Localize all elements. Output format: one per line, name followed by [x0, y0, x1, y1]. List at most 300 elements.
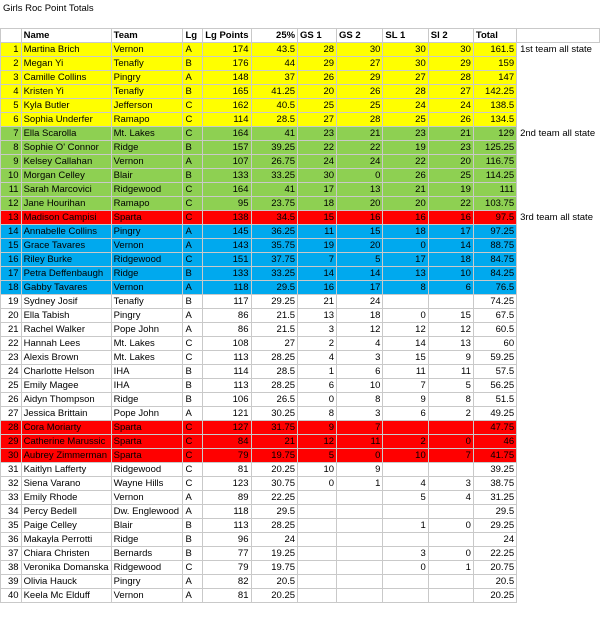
- cell-25-percent[interactable]: 26.75: [251, 155, 298, 169]
- cell-gs2[interactable]: 18: [337, 309, 383, 323]
- cell-note[interactable]: [517, 463, 600, 477]
- cell-lg-points[interactable]: 145: [203, 225, 251, 239]
- cell-sl2[interactable]: 21: [428, 127, 473, 141]
- cell-lg[interactable]: C: [183, 337, 203, 351]
- cell-team[interactable]: Mt. Lakes: [111, 351, 183, 365]
- cell-name[interactable]: Keela Mc Elduff: [21, 589, 111, 603]
- cell-lg-points[interactable]: 89: [203, 491, 251, 505]
- cell-lg[interactable]: A: [183, 281, 203, 295]
- cell-gs2[interactable]: 8: [337, 393, 383, 407]
- cell-lg-points[interactable]: 113: [203, 351, 251, 365]
- cell-25-percent[interactable]: 40.5: [251, 99, 298, 113]
- cell-sl1[interactable]: 30: [383, 43, 428, 57]
- cell-sl1[interactable]: 19: [383, 141, 428, 155]
- cell-gs1[interactable]: 9: [298, 421, 337, 435]
- cell-name[interactable]: Kristen Yi: [21, 85, 111, 99]
- cell-sl1[interactable]: 16: [383, 211, 428, 225]
- cell-gs1[interactable]: [298, 533, 337, 547]
- cell-sl2[interactable]: [428, 463, 473, 477]
- cell-team[interactable]: Tenafly: [111, 85, 183, 99]
- cell-lg[interactable]: A: [183, 225, 203, 239]
- cell-25-percent[interactable]: 37: [251, 71, 298, 85]
- cell-sl2[interactable]: 0: [428, 435, 473, 449]
- cell-name[interactable]: Siena Varano: [21, 477, 111, 491]
- header-gs2[interactable]: GS 2: [337, 29, 383, 43]
- cell-gs2[interactable]: 17: [337, 281, 383, 295]
- cell-note[interactable]: 1st team all state: [520, 44, 592, 56]
- cell-total[interactable]: 39.25: [473, 463, 516, 477]
- cell-sl2[interactable]: 10: [428, 267, 473, 281]
- cell-name[interactable]: Charlotte Helson: [21, 365, 111, 379]
- header-lg[interactable]: Lg: [183, 29, 203, 43]
- cell-lg-points[interactable]: 86: [203, 323, 251, 337]
- cell-gs1[interactable]: 12: [298, 435, 337, 449]
- cell-note[interactable]: [517, 435, 600, 449]
- cell-lg[interactable]: A: [183, 575, 203, 589]
- cell-sl1[interactable]: [383, 505, 428, 519]
- cell-team[interactable]: Tenafly: [111, 57, 183, 71]
- cell-gs2[interactable]: [337, 491, 383, 505]
- cell-lg-points[interactable]: 133: [203, 267, 251, 281]
- cell-gs2[interactable]: 10: [337, 379, 383, 393]
- cell-total[interactable]: 41.75: [473, 449, 516, 463]
- cell-gs2[interactable]: 4: [337, 337, 383, 351]
- cell-25-percent[interactable]: 28.25: [251, 379, 298, 393]
- cell-sl2[interactable]: 22: [428, 197, 473, 211]
- cell-total[interactable]: 24: [473, 533, 516, 547]
- cell-gs1[interactable]: 10: [298, 463, 337, 477]
- cell-name[interactable]: Ella Scarolla: [21, 127, 111, 141]
- cell-25-percent[interactable]: 27: [251, 337, 298, 351]
- cell-total[interactable]: 38.75: [473, 477, 516, 491]
- cell-total[interactable]: 84.25: [473, 267, 516, 281]
- cell-team[interactable]: Wayne Hills: [111, 477, 183, 491]
- cell-sl2[interactable]: [428, 589, 473, 603]
- cell-sl2[interactable]: 28: [428, 71, 473, 85]
- cell-25-percent[interactable]: 29.5: [251, 281, 298, 295]
- cell-note[interactable]: [517, 575, 600, 589]
- cell-gs1[interactable]: [298, 505, 337, 519]
- cell-25-percent[interactable]: 33.25: [251, 169, 298, 183]
- cell-lg-points[interactable]: 165: [203, 85, 251, 99]
- cell-index[interactable]: 37: [1, 547, 22, 561]
- cell-name[interactable]: Alexis Brown: [21, 351, 111, 365]
- cell-sl1[interactable]: 28: [383, 85, 428, 99]
- cell-sl2[interactable]: 18: [428, 253, 473, 267]
- cell-index[interactable]: 5: [1, 99, 22, 113]
- cell-sl1[interactable]: 27: [383, 71, 428, 85]
- cell-team[interactable]: Ridgewood: [111, 253, 183, 267]
- cell-team[interactable]: Ridge: [111, 393, 183, 407]
- cell-gs2[interactable]: [337, 547, 383, 561]
- cell-lg[interactable]: C: [183, 463, 203, 477]
- cell-team[interactable]: Ridge: [111, 533, 183, 547]
- cell-gs1[interactable]: 15: [298, 211, 337, 225]
- cell-sl1[interactable]: 13: [383, 267, 428, 281]
- cell-sl2[interactable]: 30: [428, 43, 473, 57]
- cell-name[interactable]: Sophia Underfer: [21, 113, 111, 127]
- cell-lg[interactable]: B: [183, 393, 203, 407]
- cell-team[interactable]: Vernon: [111, 239, 183, 253]
- cell-lg-points[interactable]: 114: [203, 365, 251, 379]
- cell-25-percent[interactable]: 44: [251, 57, 298, 71]
- cell-index[interactable]: 2: [1, 57, 22, 71]
- cell-note[interactable]: [517, 267, 600, 281]
- cell-note[interactable]: [517, 365, 600, 379]
- cell-name[interactable]: Ella Tabish: [21, 309, 111, 323]
- cell-gs2[interactable]: 26: [337, 85, 383, 99]
- cell-lg-points[interactable]: 118: [203, 281, 251, 295]
- cell-lg-points[interactable]: 151: [203, 253, 251, 267]
- cell-sl1[interactable]: 7: [383, 379, 428, 393]
- cell-name[interactable]: Sophie O' Connor: [21, 141, 111, 155]
- cell-sl1[interactable]: [383, 575, 428, 589]
- cell-index[interactable]: 34: [1, 505, 22, 519]
- cell-index[interactable]: 25: [1, 379, 22, 393]
- cell-team[interactable]: IHA: [111, 379, 183, 393]
- cell-team[interactable]: Pope John: [111, 407, 183, 421]
- cell-sl1[interactable]: 2: [383, 435, 428, 449]
- cell-lg[interactable]: B: [183, 169, 203, 183]
- cell-lg-points[interactable]: 157: [203, 141, 251, 155]
- cell-note[interactable]: [517, 505, 600, 519]
- cell-lg-points[interactable]: 84: [203, 435, 251, 449]
- cell-total[interactable]: 76.5: [473, 281, 516, 295]
- cell-team[interactable]: Blair: [111, 169, 183, 183]
- cell-sl1[interactable]: 8: [383, 281, 428, 295]
- cell-name[interactable]: Aidyn Thompson: [21, 393, 111, 407]
- cell-sl1[interactable]: 17: [383, 253, 428, 267]
- cell-note[interactable]: [517, 253, 600, 267]
- cell-lg-points[interactable]: 79: [203, 561, 251, 575]
- cell-25-percent[interactable]: 19.75: [251, 449, 298, 463]
- cell-team[interactable]: Sparta: [111, 449, 183, 463]
- header-total[interactable]: Total: [473, 29, 516, 43]
- cell-index[interactable]: 30: [1, 449, 22, 463]
- cell-total[interactable]: 31.25: [473, 491, 516, 505]
- cell-gs1[interactable]: 23: [298, 127, 337, 141]
- cell-index[interactable]: 35: [1, 519, 22, 533]
- cell-note[interactable]: 2nd team all state: [520, 128, 596, 139]
- cell-lg-points[interactable]: 123: [203, 477, 251, 491]
- cell-lg-points[interactable]: 108: [203, 337, 251, 351]
- cell-note[interactable]: [517, 99, 600, 113]
- cell-lg[interactable]: B: [183, 85, 203, 99]
- cell-index[interactable]: 39: [1, 575, 22, 589]
- cell-name[interactable]: Camille Collins: [21, 71, 111, 85]
- cell-sl2[interactable]: 16: [428, 211, 473, 225]
- cell-sl2[interactable]: [428, 295, 473, 309]
- cell-25-percent[interactable]: 30.25: [251, 407, 298, 421]
- cell-gs2[interactable]: [337, 533, 383, 547]
- cell-lg[interactable]: C: [183, 211, 203, 225]
- cell-index[interactable]: 21: [1, 323, 22, 337]
- cell-lg-points[interactable]: 86: [203, 309, 251, 323]
- cell-note[interactable]: [517, 491, 600, 505]
- cell-team[interactable]: Pingry: [111, 309, 183, 323]
- cell-gs2[interactable]: 27: [337, 57, 383, 71]
- cell-total[interactable]: 97.5: [473, 211, 516, 225]
- cell-25-percent[interactable]: 37.75: [251, 253, 298, 267]
- cell-note[interactable]: [517, 421, 600, 435]
- cell-name[interactable]: Annabelle Collins: [21, 225, 111, 239]
- cell-total[interactable]: 88.75: [473, 239, 516, 253]
- cell-index[interactable]: 38: [1, 561, 22, 575]
- cell-gs1[interactable]: 20: [298, 85, 337, 99]
- cell-lg[interactable]: B: [183, 365, 203, 379]
- cell-lg-points[interactable]: 81: [203, 589, 251, 603]
- cell-gs1[interactable]: 29: [298, 57, 337, 71]
- cell-name[interactable]: Jessica Brittain: [21, 407, 111, 421]
- cell-total[interactable]: 129: [473, 127, 516, 141]
- cell-sl1[interactable]: 6: [383, 407, 428, 421]
- cell-lg[interactable]: C: [183, 113, 203, 127]
- cell-25-percent[interactable]: 43.5: [251, 43, 298, 57]
- cell-note[interactable]: [517, 533, 600, 547]
- cell-team[interactable]: Vernon: [111, 43, 183, 57]
- cell-name[interactable]: Hannah Lees: [21, 337, 111, 351]
- cell-25-percent[interactable]: 33.25: [251, 267, 298, 281]
- header-sl2[interactable]: Sl 2: [428, 29, 473, 43]
- cell-sl1[interactable]: 14: [383, 337, 428, 351]
- cell-team[interactable]: Ridgewood: [111, 183, 183, 197]
- cell-lg-points[interactable]: 164: [203, 127, 251, 141]
- cell-name[interactable]: Emily Magee: [21, 379, 111, 393]
- cell-gs2[interactable]: 13: [337, 183, 383, 197]
- cell-lg-points[interactable]: 82: [203, 575, 251, 589]
- cell-index[interactable]: 23: [1, 351, 22, 365]
- cell-25-percent[interactable]: 31.75: [251, 421, 298, 435]
- cell-sl1[interactable]: [383, 589, 428, 603]
- cell-lg[interactable]: C: [183, 183, 203, 197]
- cell-total[interactable]: 97.25: [473, 225, 516, 239]
- cell-gs2[interactable]: 24: [337, 155, 383, 169]
- cell-total[interactable]: 116.75: [473, 155, 516, 169]
- cell-lg-points[interactable]: 117: [203, 295, 251, 309]
- cell-lg-points[interactable]: 133: [203, 169, 251, 183]
- cell-team[interactable]: Bernards: [111, 547, 183, 561]
- cell-sl1[interactable]: 12: [383, 323, 428, 337]
- cell-lg-points[interactable]: 121: [203, 407, 251, 421]
- cell-name[interactable]: Olivia Hauck: [21, 575, 111, 589]
- cell-gs2[interactable]: 29: [337, 71, 383, 85]
- cell-gs1[interactable]: 27: [298, 113, 337, 127]
- cell-name[interactable]: Morgan Celley: [21, 169, 111, 183]
- cell-25-percent[interactable]: 28.5: [251, 113, 298, 127]
- cell-gs2[interactable]: 14: [337, 267, 383, 281]
- cell-sl1[interactable]: [383, 295, 428, 309]
- cell-gs1[interactable]: 24: [298, 155, 337, 169]
- cell-25-percent[interactable]: 36.25: [251, 225, 298, 239]
- cell-total[interactable]: 142.25: [473, 85, 516, 99]
- cell-sl2[interactable]: 14: [428, 239, 473, 253]
- cell-sl1[interactable]: 24: [383, 99, 428, 113]
- cell-gs1[interactable]: 8: [298, 407, 337, 421]
- cell-note[interactable]: [517, 337, 600, 351]
- cell-note[interactable]: [517, 197, 600, 211]
- cell-gs1[interactable]: 18: [298, 197, 337, 211]
- cell-total[interactable]: 60.5: [473, 323, 516, 337]
- cell-name[interactable]: Chiara Christen: [21, 547, 111, 561]
- cell-lg-points[interactable]: 164: [203, 183, 251, 197]
- cell-total[interactable]: 60: [473, 337, 516, 351]
- cell-lg-points[interactable]: 81: [203, 463, 251, 477]
- cell-25-percent[interactable]: 30.75: [251, 477, 298, 491]
- cell-index[interactable]: 36: [1, 533, 22, 547]
- cell-sl1[interactable]: 26: [383, 169, 428, 183]
- cell-gs2[interactable]: 30: [337, 43, 383, 57]
- cell-name[interactable]: Kelsey Callahan: [21, 155, 111, 169]
- cell-lg[interactable]: C: [183, 253, 203, 267]
- cell-25-percent[interactable]: 29.5: [251, 505, 298, 519]
- cell-lg-points[interactable]: 106: [203, 393, 251, 407]
- cell-sl2[interactable]: 1: [428, 561, 473, 575]
- cell-gs2[interactable]: 0: [337, 449, 383, 463]
- cell-sl2[interactable]: 6: [428, 281, 473, 295]
- cell-sl2[interactable]: [428, 575, 473, 589]
- cell-sl2[interactable]: 23: [428, 141, 473, 155]
- cell-25-percent[interactable]: 41.25: [251, 85, 298, 99]
- cell-name[interactable]: Riley Burke: [21, 253, 111, 267]
- cell-25-percent[interactable]: 20.25: [251, 589, 298, 603]
- cell-name[interactable]: Paige Celley: [21, 519, 111, 533]
- cell-gs1[interactable]: 22: [298, 141, 337, 155]
- cell-index[interactable]: 27: [1, 407, 22, 421]
- cell-total[interactable]: 103.75: [473, 197, 516, 211]
- cell-name[interactable]: Megan Yi: [21, 57, 111, 71]
- cell-gs1[interactable]: 0: [298, 477, 337, 491]
- cell-25-percent[interactable]: 22.25: [251, 491, 298, 505]
- cell-gs2[interactable]: [337, 519, 383, 533]
- cell-sl2[interactable]: [428, 533, 473, 547]
- cell-lg[interactable]: C: [183, 435, 203, 449]
- cell-sl1[interactable]: 11: [383, 365, 428, 379]
- cell-sl1[interactable]: 0: [383, 309, 428, 323]
- cell-index[interactable]: 40: [1, 589, 22, 603]
- cell-lg[interactable]: B: [183, 533, 203, 547]
- cell-index[interactable]: 1: [1, 43, 22, 57]
- cell-gs2[interactable]: 6: [337, 365, 383, 379]
- cell-sl2[interactable]: 9: [428, 351, 473, 365]
- cell-lg[interactable]: A: [183, 491, 203, 505]
- cell-25-percent[interactable]: 21.5: [251, 323, 298, 337]
- cell-gs2[interactable]: 20: [337, 197, 383, 211]
- cell-team[interactable]: Ramapo: [111, 113, 183, 127]
- cell-total[interactable]: 84.75: [473, 253, 516, 267]
- cell-index[interactable]: 14: [1, 225, 22, 239]
- cell-lg[interactable]: C: [183, 561, 203, 575]
- cell-total[interactable]: 74.25: [473, 295, 516, 309]
- cell-index[interactable]: 26: [1, 393, 22, 407]
- cell-lg[interactable]: C: [183, 351, 203, 365]
- cell-sl1[interactable]: [383, 421, 428, 435]
- cell-25-percent[interactable]: 19.25: [251, 547, 298, 561]
- cell-gs1[interactable]: 28: [298, 43, 337, 57]
- cell-25-percent[interactable]: 26.5: [251, 393, 298, 407]
- cell-sl1[interactable]: 1: [383, 519, 428, 533]
- cell-sl2[interactable]: 24: [428, 99, 473, 113]
- cell-lg-points[interactable]: 148: [203, 71, 251, 85]
- cell-index[interactable]: 12: [1, 197, 22, 211]
- cell-sl1[interactable]: [383, 533, 428, 547]
- cell-total[interactable]: 49.25: [473, 407, 516, 421]
- cell-team[interactable]: Vernon: [111, 281, 183, 295]
- cell-name[interactable]: Grace Tavares: [21, 239, 111, 253]
- cell-note[interactable]: [517, 561, 600, 575]
- cell-lg-points[interactable]: 114: [203, 113, 251, 127]
- cell-sl1[interactable]: 21: [383, 183, 428, 197]
- cell-gs2[interactable]: 9: [337, 463, 383, 477]
- cell-lg-points[interactable]: 107: [203, 155, 251, 169]
- cell-sl2[interactable]: 13: [428, 337, 473, 351]
- cell-lg[interactable]: A: [183, 43, 203, 57]
- cell-team[interactable]: Pingry: [111, 575, 183, 589]
- cell-total[interactable]: 29.25: [473, 519, 516, 533]
- cell-total[interactable]: 111: [473, 183, 516, 197]
- cell-sl2[interactable]: 0: [428, 547, 473, 561]
- cell-lg-points[interactable]: 176: [203, 57, 251, 71]
- cell-sl2[interactable]: 5: [428, 379, 473, 393]
- cell-index[interactable]: 17: [1, 267, 22, 281]
- cell-team[interactable]: Pingry: [111, 225, 183, 239]
- cell-gs1[interactable]: 0: [298, 393, 337, 407]
- cell-index[interactable]: 15: [1, 239, 22, 253]
- cell-sl1[interactable]: 18: [383, 225, 428, 239]
- cell-gs2[interactable]: 5: [337, 253, 383, 267]
- cell-lg[interactable]: B: [183, 547, 203, 561]
- cell-lg-points[interactable]: 113: [203, 519, 251, 533]
- cell-lg[interactable]: A: [183, 155, 203, 169]
- cell-total[interactable]: 47.75: [473, 421, 516, 435]
- cell-lg-points[interactable]: 95: [203, 197, 251, 211]
- cell-name[interactable]: Catherine Marussic: [21, 435, 111, 449]
- cell-name[interactable]: Sydney Josif: [21, 295, 111, 309]
- cell-25-percent[interactable]: 21.5: [251, 309, 298, 323]
- cell-total[interactable]: 67.5: [473, 309, 516, 323]
- cell-note[interactable]: [517, 379, 600, 393]
- header-25-percent[interactable]: 25%: [251, 29, 298, 43]
- cell-total[interactable]: 134.5: [473, 113, 516, 127]
- cell-gs1[interactable]: 26: [298, 71, 337, 85]
- cell-index[interactable]: 22: [1, 337, 22, 351]
- cell-sl1[interactable]: 23: [383, 127, 428, 141]
- cell-total[interactable]: 46: [473, 435, 516, 449]
- cell-25-percent[interactable]: 19.75: [251, 561, 298, 575]
- cell-lg[interactable]: A: [183, 323, 203, 337]
- cell-team[interactable]: Mt. Lakes: [111, 127, 183, 141]
- cell-note[interactable]: [517, 309, 600, 323]
- cell-index[interactable]: 33: [1, 491, 22, 505]
- cell-sl1[interactable]: 20: [383, 197, 428, 211]
- cell-team[interactable]: Vernon: [111, 155, 183, 169]
- cell-team[interactable]: Ridge: [111, 141, 183, 155]
- cell-lg[interactable]: A: [183, 589, 203, 603]
- cell-gs1[interactable]: 7: [298, 253, 337, 267]
- cell-total[interactable]: 20.25: [473, 589, 516, 603]
- header-sl1[interactable]: SL 1: [383, 29, 428, 43]
- cell-lg-points[interactable]: 143: [203, 239, 251, 253]
- cell-note[interactable]: [517, 281, 600, 295]
- cell-sl2[interactable]: [428, 421, 473, 435]
- cell-lg[interactable]: A: [183, 309, 203, 323]
- cell-25-percent[interactable]: 24: [251, 533, 298, 547]
- cell-team[interactable]: Tenafly: [111, 295, 183, 309]
- cell-total[interactable]: 20.75: [473, 561, 516, 575]
- cell-index[interactable]: 3: [1, 71, 22, 85]
- cell-note[interactable]: [517, 169, 600, 183]
- header-gs1[interactable]: GS 1: [298, 29, 337, 43]
- cell-gs1[interactable]: 25: [298, 99, 337, 113]
